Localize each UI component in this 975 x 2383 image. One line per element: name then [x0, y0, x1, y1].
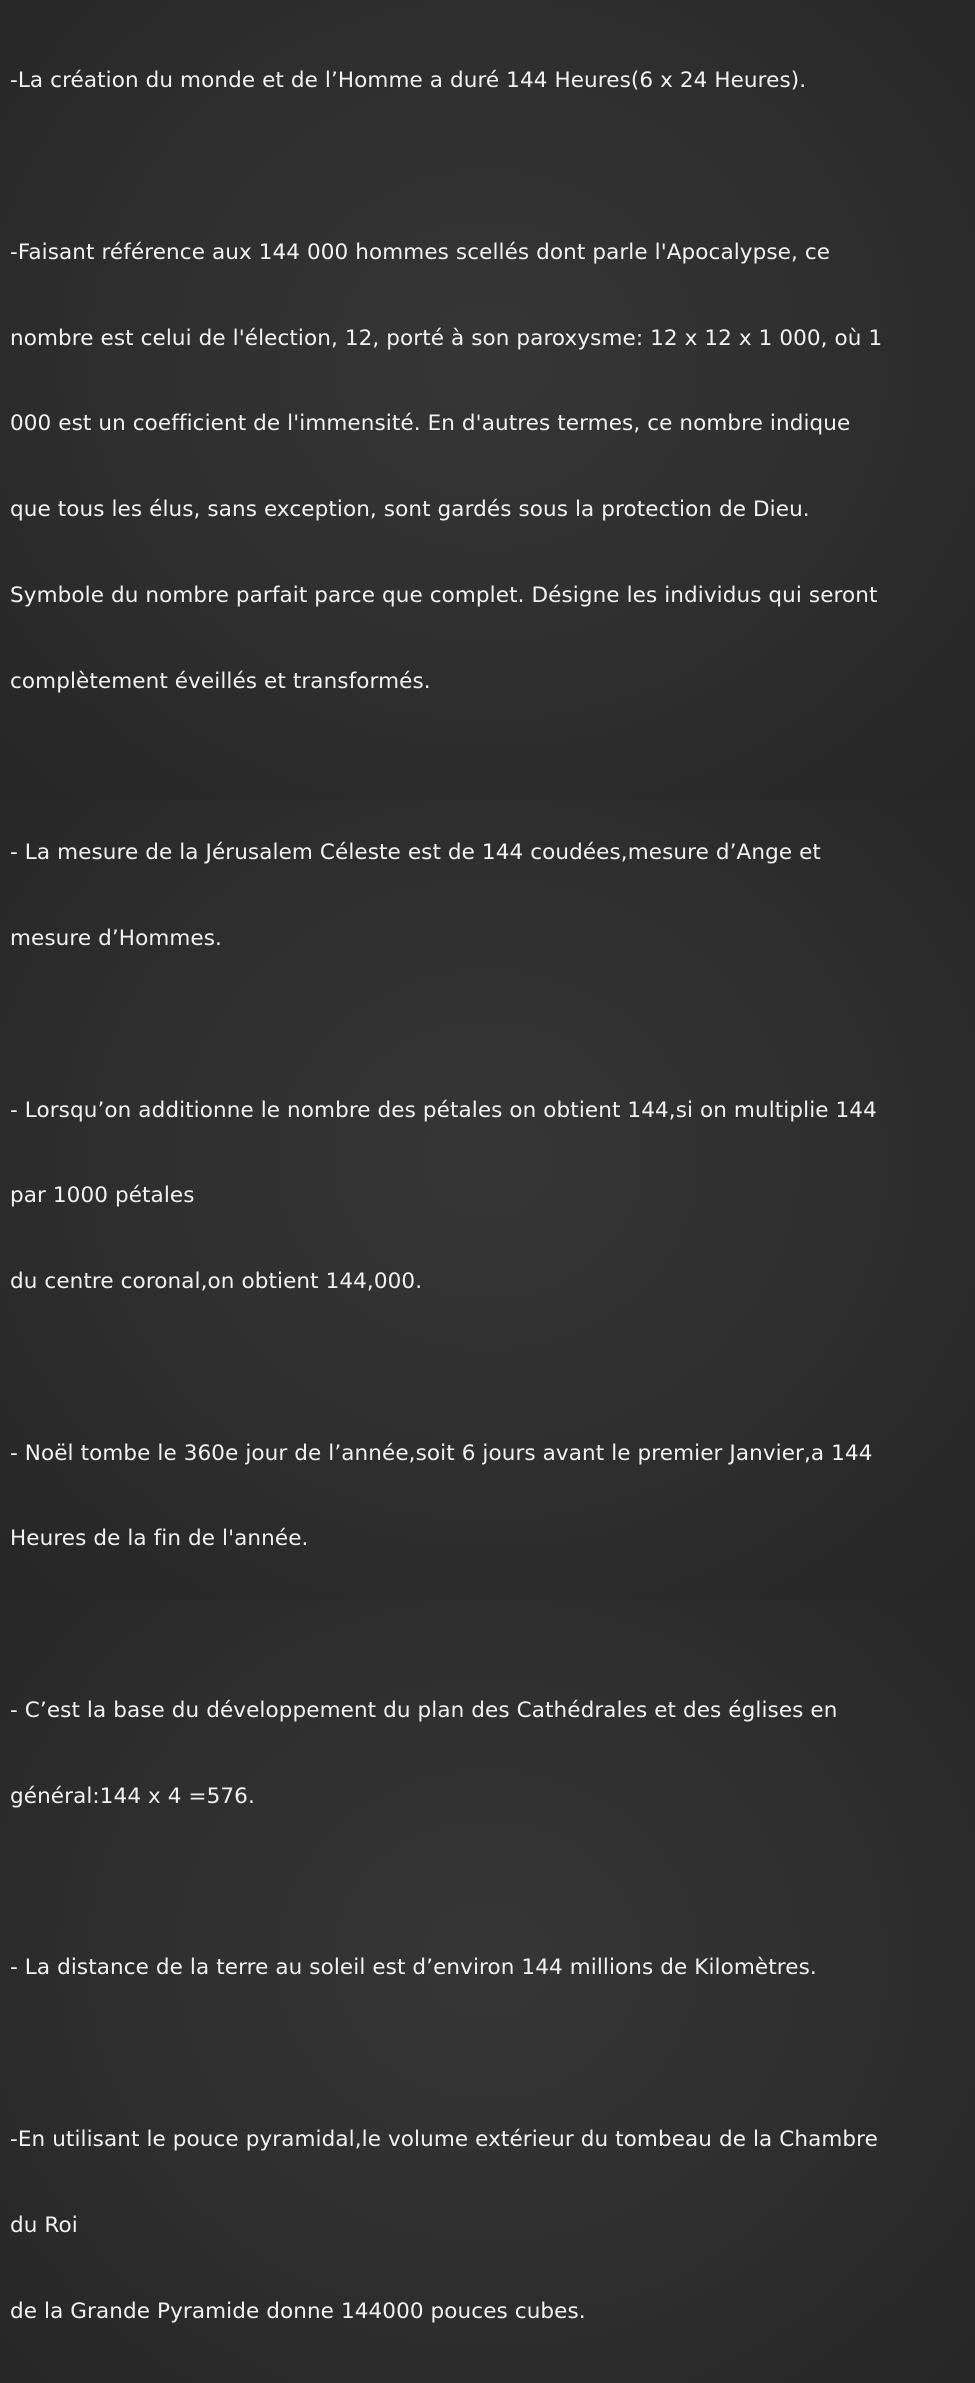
- paragraph-pyramide: [10, 2069, 965, 2383]
- text-line: que tous les élus, sans exception, sont gardés sous la protection de Dieu.: [10, 497, 810, 523]
- text-line: du centre coronal,on obtient 144,000.: [10, 1269, 423, 1295]
- text-line: - C’est la base du développement du plan des Cathédrales et des églises en: [10, 1698, 838, 1724]
- text-line: du Roi: [10, 2212, 78, 2238]
- paragraph-jerusalem: [10, 782, 965, 1011]
- text-line: général:144 x 4 =576.: [10, 1783, 255, 1809]
- paragraph-petales: [10, 1039, 965, 1354]
- paragraph-distance-soleil: [10, 1897, 965, 2040]
- text-line: de la Grande Pyramide donne 144000 pouces cubes.: [10, 2298, 586, 2324]
- text-line: Heures de la fin de l'année.: [10, 1526, 309, 1552]
- text-line: - La mesure de la Jérusalem Céleste est de 144 coudées,mesure d’Ange et: [10, 840, 821, 866]
- text-line: par 1000 pétales: [10, 1183, 195, 1209]
- text-line: -Faisant référence aux 144 000 hommes scellés dont parle l'Apocalypse, ce: [10, 239, 831, 265]
- text-line: -La création du monde et de l’Homme a duré 144 Heures(6 x 24 Heures).: [10, 68, 807, 94]
- paragraph-apocalypse: [10, 182, 965, 754]
- paragraph-cathedrales: [10, 1640, 965, 1869]
- text-line: nombre est celui de l'élection, 12, porté à son paroxysme: 12 x 12 x 1 000, où 1: [10, 325, 883, 351]
- text-line: Symbole du nombre parfait parce que complet. Désigne les individus qui seront: [10, 582, 878, 608]
- paragraph-creation: [10, 10, 965, 153]
- paragraph-noel: [10, 1383, 965, 1612]
- text-line: complètement éveillés et transformés.: [10, 668, 431, 694]
- text-line: 000 est un coefficient de l'immensité. En d'autres termes, ce nombre indique: [10, 411, 851, 437]
- text-line: -En utilisant le pouce pyramidal,le volume extérieur du tombeau de la Chambre: [10, 2126, 878, 2152]
- text-line: - Lorsqu’on additionne le nombre des pétales on obtient 144,si on multiplie 144: [10, 1097, 877, 1123]
- text-line: - La distance de la terre au soleil est d’environ 144 millions de Kilomètres.: [10, 1955, 817, 1981]
- text-line: - Noël tombe le 360e jour de l’année,soit 6 jours avant le premier Janvier,a 144: [10, 1440, 873, 1466]
- text-line: mesure d’Hommes.: [10, 926, 222, 951]
